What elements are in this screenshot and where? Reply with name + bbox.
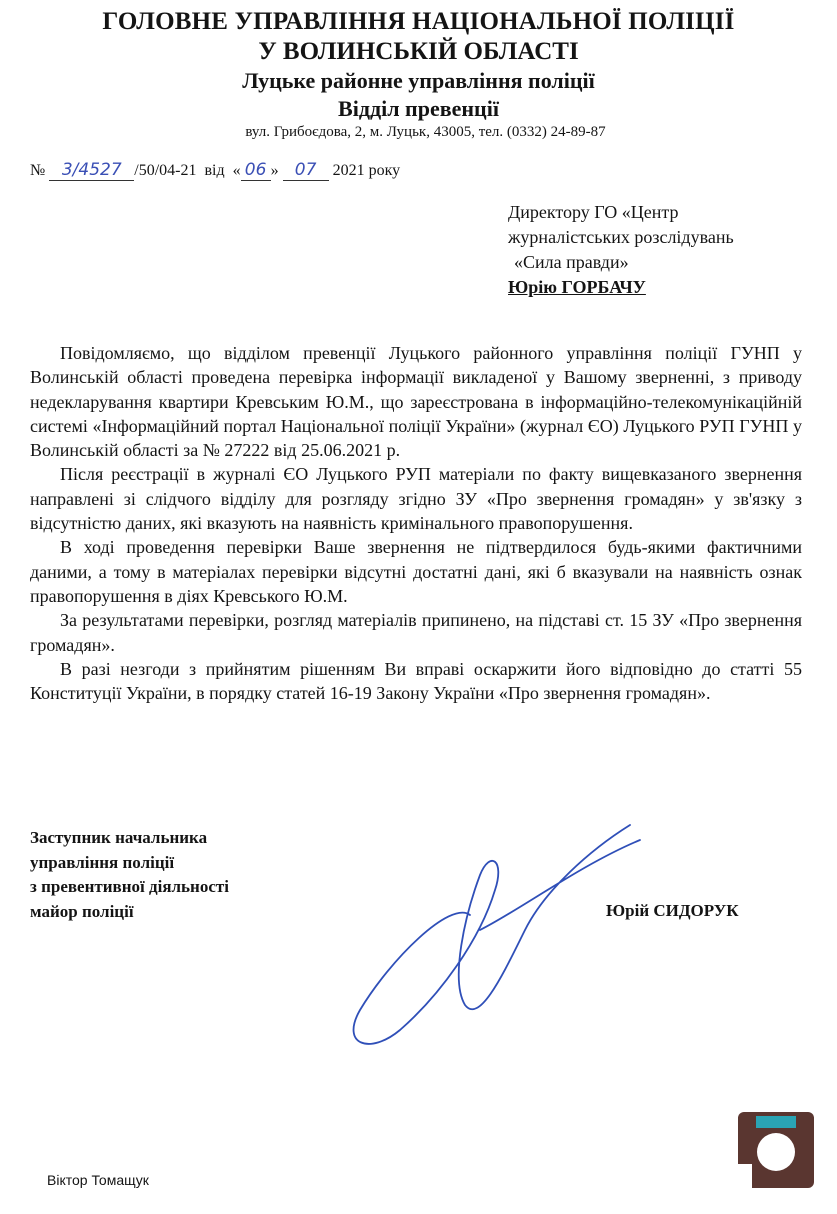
signer-title-line4: майор поліції — [30, 901, 134, 921]
quote-close: » — [270, 162, 279, 179]
handwritten-month: 07 — [283, 160, 329, 181]
addressee-line2: журналістських розслідувань — [508, 227, 734, 247]
handwritten-signature — [330, 820, 650, 1050]
logo-gap — [738, 1164, 752, 1188]
signer-title-block — [30, 826, 229, 924]
registration-line — [30, 160, 400, 181]
addressee-line3: «Сила правди» — [514, 252, 629, 272]
handwritten-day: 06 — [241, 160, 271, 181]
body-paragraph-2: Після реєстрації в журналі ЄО Луцького РУП матеріали по факту вищевказаного звернення направлені зі слідчого відділу для розгляду згідно ЗУ «Про звернення громадян» у зв'язку з відсутністю даних, які вказують на наявність кримінального правопорушення. — [30, 464, 802, 534]
body-paragraph-4: За результатами перевірки, розгляд матеріалів припинено, на підставі ст. 15 ЗУ «Про звернення громадян». — [30, 610, 802, 655]
signer-title-line1: Заступник начальника — [30, 828, 208, 847]
signer-title-line2: управління поліції — [30, 852, 175, 872]
number-label: № — [30, 162, 46, 179]
handwritten-number: 3/4527 — [49, 160, 134, 181]
addressee-block — [508, 200, 734, 300]
header-division: Відділ превенції — [338, 96, 499, 121]
addressee-name: Юрію ГОРБАЧУ — [508, 277, 646, 297]
addressee-line1: Директору ГО «Центр — [508, 202, 679, 222]
body-paragraph-1: Повідомляємо, що відділом превенції Луцького районного управління поліції ГУНП у Волинській області проведена перевірка інформації викладеної у Вашому зверненні, з приводу недекларування квартири Кревським Ю.М., що зареєстрована в інформаційно-телекомунікаційній системі «Інформаційний портал Національної поліції України» (журнал ЄО) Луцького РУП ГУНП у Волинській області за № 27222 від 25.06.2021 р. — [30, 343, 802, 461]
signer-name: Юрій СИДОРУК — [606, 901, 739, 920]
quote-open: « — [232, 162, 241, 179]
publisher-logo-icon — [736, 1110, 816, 1190]
logo-inner-hole — [757, 1133, 795, 1171]
signer-title-line3: з превентивної діяльності — [30, 877, 229, 896]
logo-accent-bar — [756, 1116, 796, 1128]
letter-body — [30, 341, 802, 705]
header-address: вул. Грибоєдова, 2, м. Луцьк, 43005, тел. (0332) 24-89-87 — [245, 124, 606, 140]
header-department: Луцьке районне управління поліції — [242, 68, 595, 93]
body-paragraph-3: В ході проведення перевірки Ваше звернення не підтвердилося будь-якими фактичними даними, а тому в матеріалах перевірки відсутні достатні дані, які б вказували на наявність ознак правопорушення в діях Кревського Ю.М. — [30, 537, 802, 606]
signature-stroke — [354, 825, 640, 1044]
header-authority-line1: ГОЛОВНЕ УПРАВЛІННЯ НАЦІОНАЛЬНОЇ ПОЛІЦІЇ — [102, 8, 735, 35]
body-paragraph-5: В разі незгоди з прийнятим рішенням Ви вправі оскаржити його відповідно до статті 55 Конституції України, в порядку статей 16-19 Закону України «Про звернення громадян». — [30, 658, 802, 704]
number-suffix: /50/04-21 — [134, 162, 197, 179]
header-authority-line2: У ВОЛИНСЬКІЙ ОБЛАСТІ — [258, 38, 579, 65]
year-text: 2021 року — [332, 162, 401, 179]
performer-name: Віктор Томащук — [47, 1172, 149, 1188]
date-from-label: від — [204, 162, 225, 179]
